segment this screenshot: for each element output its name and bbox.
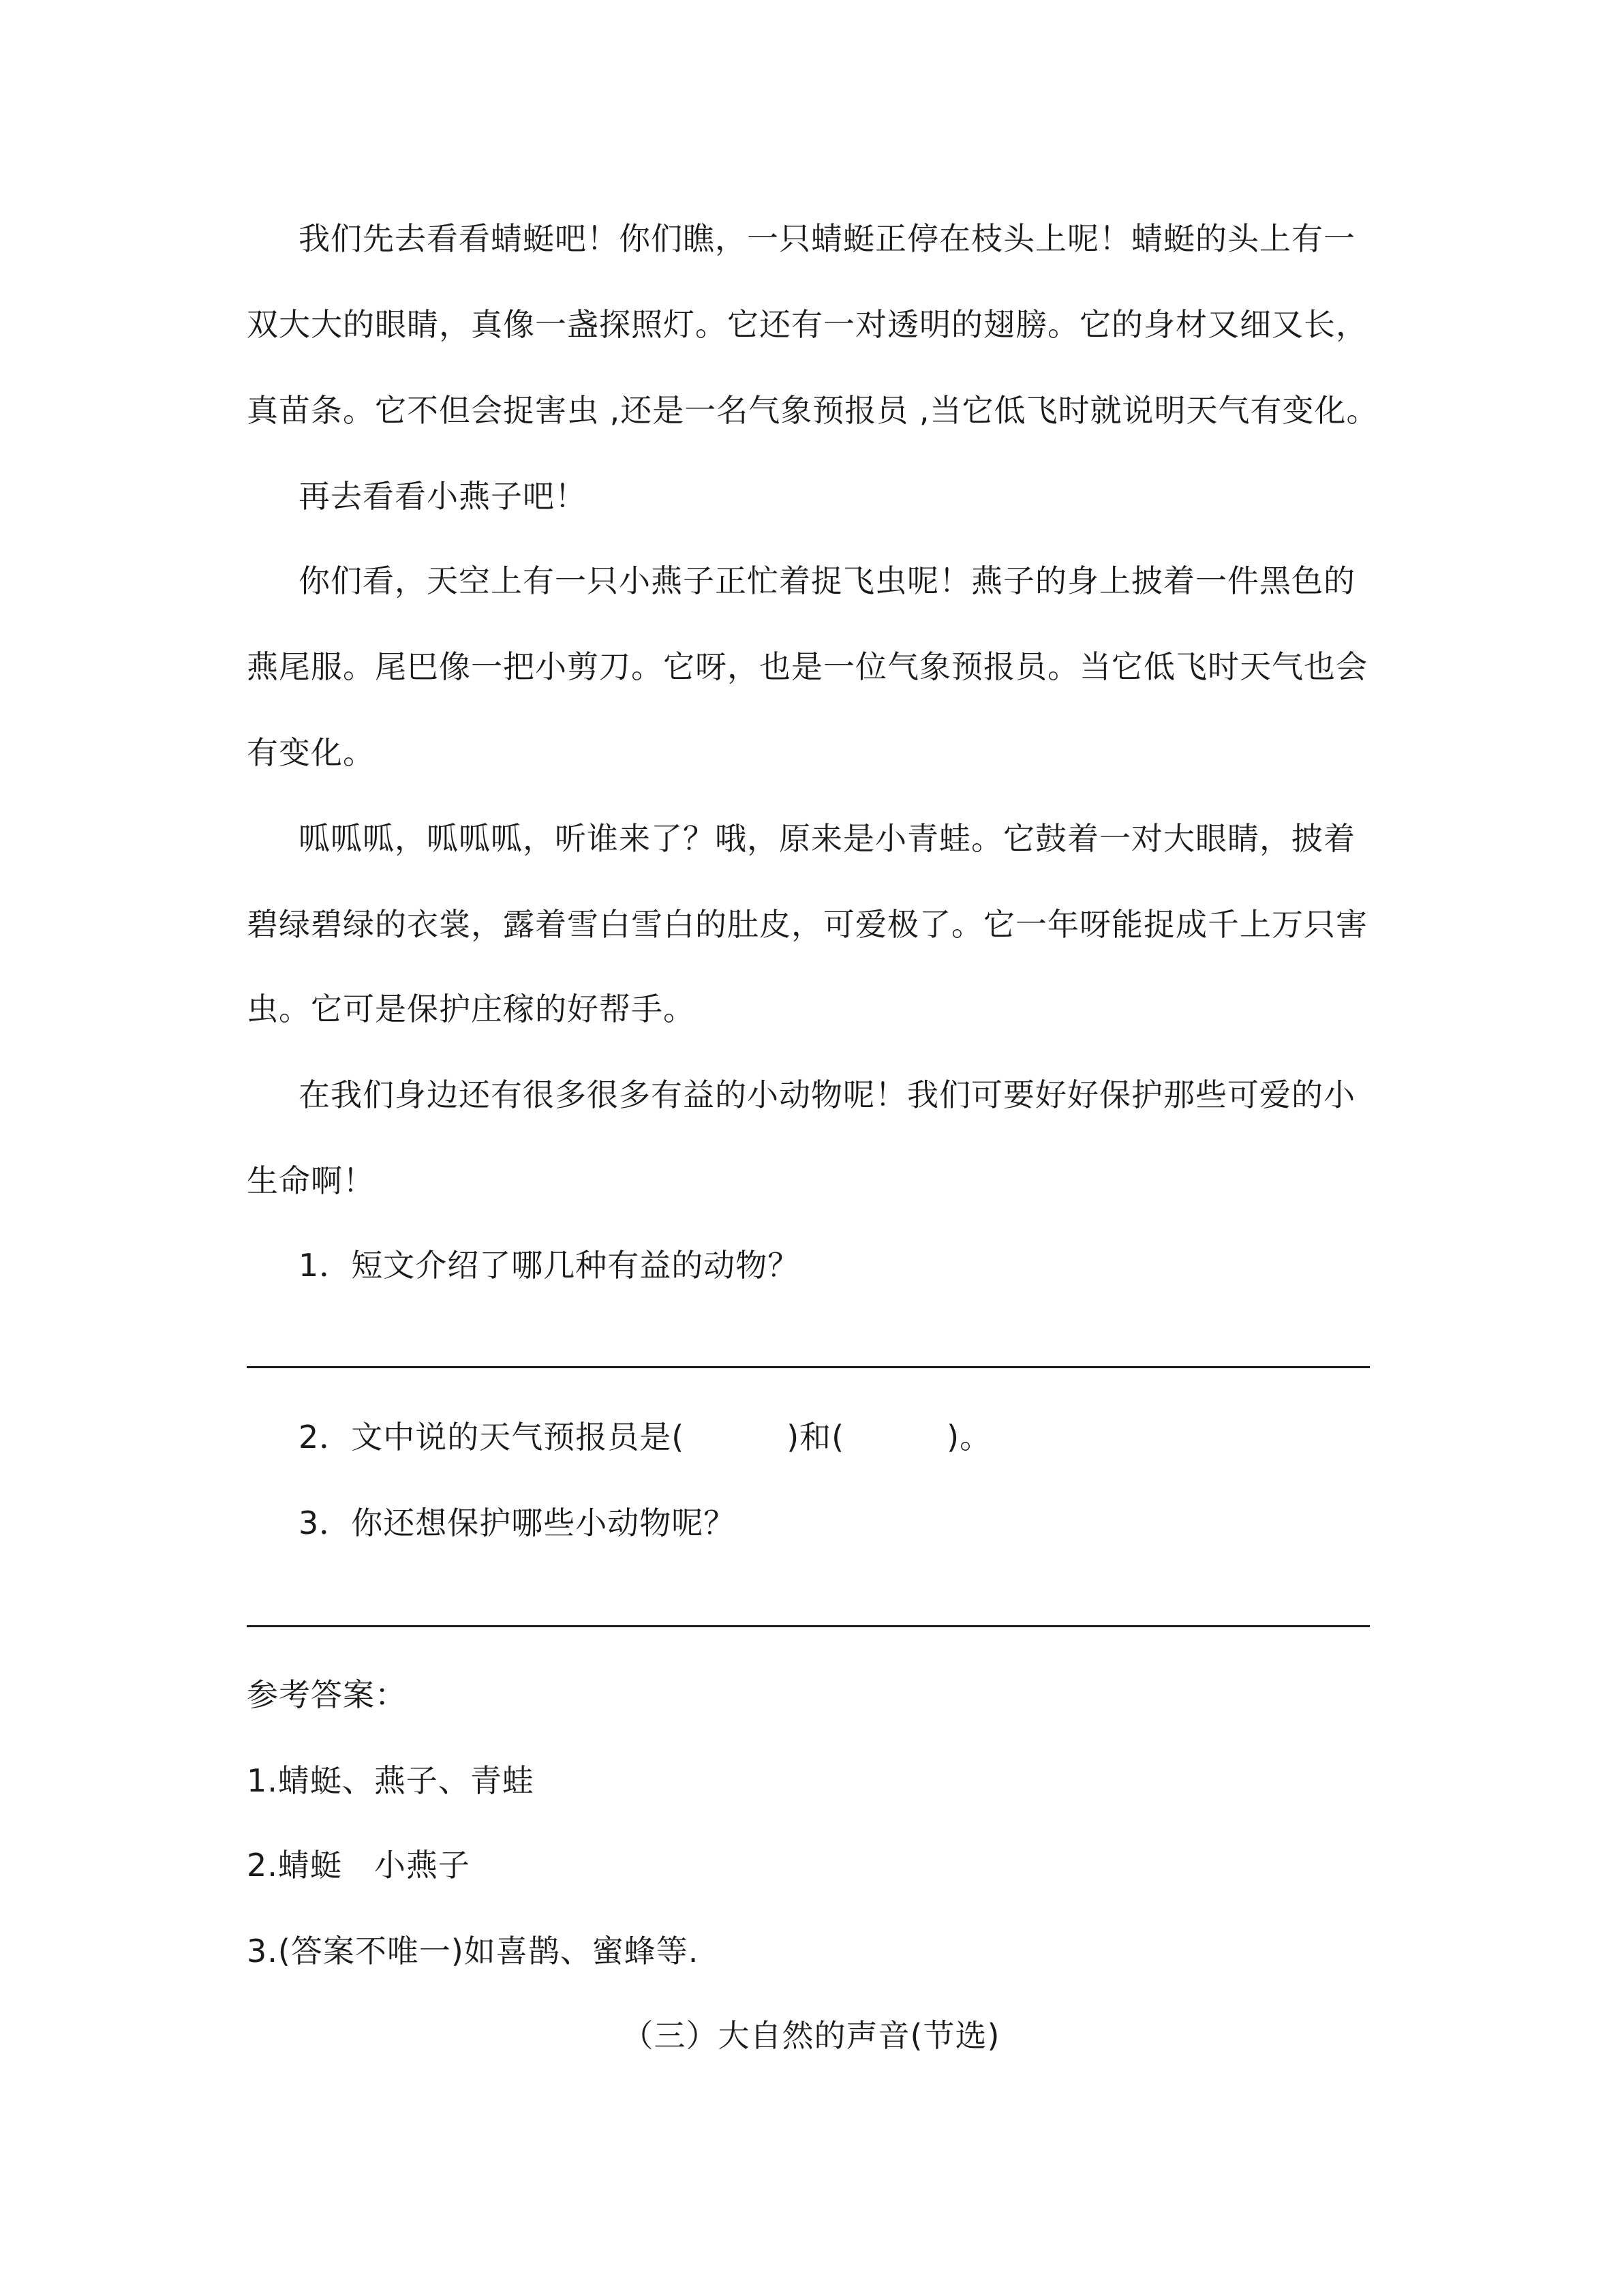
question-2-prefix: 2．文中说的天气预报员是( — [299, 1419, 685, 1455]
passage-p3-line-2: 燕尾服。尾巴像一把小剪刀。它呀，也是一位气象预报员。当它低飞时天气也会 — [247, 648, 1368, 685]
passage-p1-line-2: 双大大的眼睛，真像一盏探照灯。它还有一对透明的翅膀。它的身材又细又长， — [247, 306, 1368, 343]
passage-p4-line-3: 虫。它可是保护庄稼的好帮手。 — [247, 991, 695, 1027]
passage-p5-line-2: 生命啊！ — [247, 1162, 375, 1199]
question-2 — [299, 1417, 1392, 1457]
passage-p4-line-1: 呱呱呱，呱呱呱，听谁来了？哦，原来是小青蛙。它鼓着一对大眼睛，披着 — [299, 820, 1356, 857]
question-1: 1．短文介绍了哪几种有益的动物？ — [299, 1247, 800, 1284]
answer-line-1[interactable] — [247, 1366, 1370, 1368]
question-3: 3．你还想保护哪些小动物呢？ — [299, 1505, 736, 1541]
answer-2: 2.蜻蜓 小燕子 — [247, 1847, 470, 1884]
question-2-middle: )和( — [786, 1419, 845, 1455]
passage-p1-line-1: 我们先去看看蜻蜓吧！你们瞧，一只蜻蜓正停在枝头上呢！蜻蜓的头上有一 — [299, 220, 1356, 257]
passage-p5-line-1: 在我们身边还有很多很多有益的小动物呢！我们可要好好保护那些可爱的小 — [299, 1076, 1356, 1113]
passage-p4-line-2: 碧绿碧绿的衣裳，露着雪白雪白的肚皮，可爱极了。它一年呀能捉成千上万只害 — [247, 906, 1368, 943]
answer-3: 3.(答案不唯一)如喜鹊、蜜蜂等. — [247, 1933, 699, 1969]
answer-line-3[interactable] — [247, 1625, 1370, 1627]
passage-p1-line-3: 真苗条。它不但会捉害虫 ,还是一名气象预报员 ,当它低飞时就说明天气有变化。 — [247, 392, 1379, 429]
passage-p3-line-1: 你们看，天空上有一只小燕子正忙着捉飞虫呢！燕子的身上披着一件黑色的 — [299, 562, 1356, 599]
passage-p3-line-3: 有变化。 — [247, 734, 375, 771]
answer-1: 1.蜻蜓、燕子、青蛙 — [247, 1762, 534, 1799]
section-title: （三）大自然的声音(节选) — [622, 2017, 1000, 2054]
answers-heading: 参考答案： — [247, 1676, 407, 1713]
question-2-suffix: )。 — [947, 1419, 992, 1455]
passage-p2-line-1: 再去看看小燕子吧！ — [299, 478, 587, 515]
